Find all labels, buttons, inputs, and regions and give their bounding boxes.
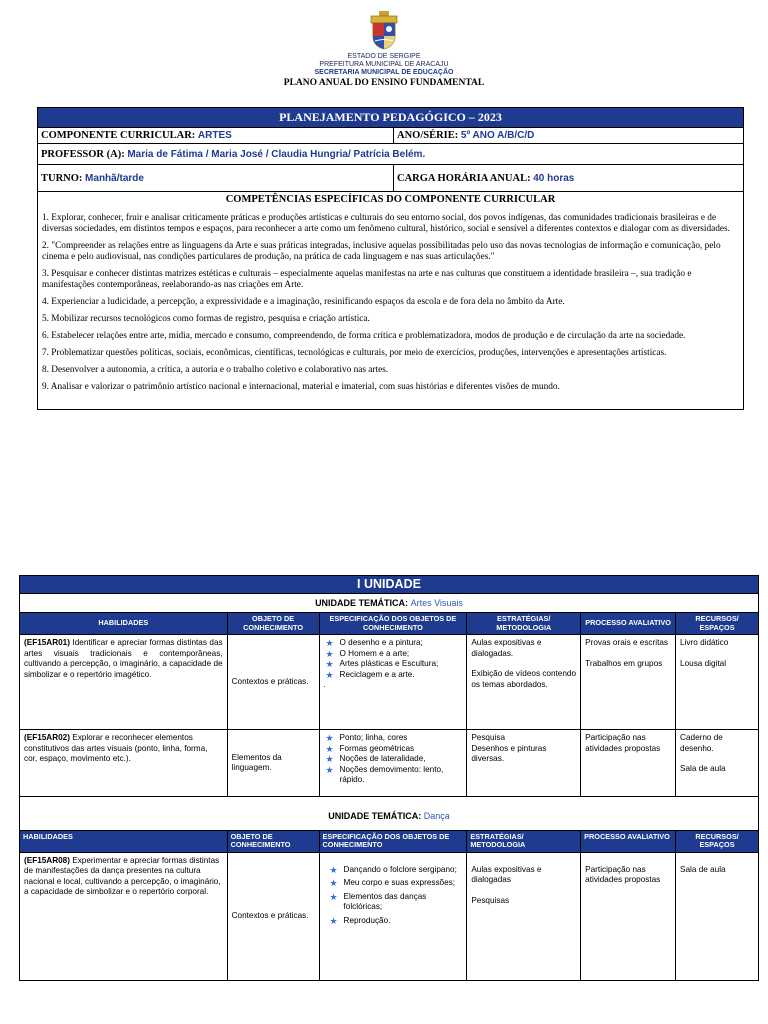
star-bullet-icon: ★: [325, 648, 334, 659]
teacher-label: PROFESSOR (A):: [41, 148, 125, 160]
star-bullet-icon: ★: [325, 733, 334, 743]
list-item: [324, 659, 463, 670]
col-resources: RECURSOS/ ESPAÇOS: [676, 830, 759, 852]
secretariat-name: SECRETARIA MUNICIPAL DE EDUCAÇÃO: [314, 69, 454, 76]
theme-name: Dança: [423, 811, 450, 821]
spec-cell: [319, 635, 467, 730]
table-row: [20, 635, 759, 730]
list-item: [324, 638, 463, 649]
spec-text: Ponto; linha, cores: [339, 733, 408, 742]
unit-table: [19, 575, 759, 981]
strategies-cell: [467, 730, 581, 797]
spec-text: Reprodução.: [343, 915, 391, 925]
list-item: [328, 878, 463, 889]
skill-cell: [20, 635, 228, 730]
list-item: [328, 916, 463, 927]
teacher-value: Maria de Fátima / Maria José / Claudia Hungria/ Patrícia Belém.: [127, 148, 426, 160]
list-item: [328, 892, 463, 913]
skill-text: Explorar e reconhecer elementos constitutivos das artes visuais (ponto, linha, forma, cor, espaço, movimento etc.).: [24, 733, 208, 763]
column-header-row: [20, 613, 759, 635]
star-bullet-icon: ★: [329, 878, 338, 888]
resource-text: Livro didático: [680, 638, 729, 647]
col-object: OBJETO DE CONHECIMENTO: [227, 830, 319, 852]
col-resources: RECURSOS/ ESPAÇOS: [676, 613, 759, 635]
col-object: OBJETO DE CONHECIMENTO: [227, 613, 319, 635]
list-item: [324, 765, 463, 786]
col-process: PROCESSO AVALIATIVO: [581, 613, 676, 635]
competency-item: 7. Problematizar questões políticas, sociais, econômicas, científicas, tecnológicas e culturais, por meio de exercícios, produções, intervenções e apresentações artísticas.: [42, 348, 667, 358]
resource-text: Caderno de desenho.: [680, 733, 723, 753]
resources-cell: [676, 730, 759, 797]
spec-text: Noções de lateralidade,: [339, 754, 426, 763]
spec-text: Meu corpo e suas expressões;: [343, 878, 456, 887]
skill-text: Identificar e apreciar formas distintas das artes visuais tradicionais e contemporâneas, cultivando a percepção, o imaginário, a capacidade de simbolizar e o repertório imagético.: [24, 638, 223, 679]
competency-item: 4. Experienciar a ludicidade, a percepção, a expressividade e a imaginação, resinificando espaços da escola e de fora dela no âmbito da Arte.: [42, 297, 565, 307]
list-item: [324, 649, 463, 660]
star-bullet-icon: ★: [329, 915, 338, 926]
spec-text: Noções demovimento: lento, rápido.: [339, 764, 444, 784]
competency-item: 8. Desenvolver a autonomia, a crítica, a autoria e o trabalho coletivo e colaborativo nas artes.: [42, 365, 389, 375]
list-item: [324, 670, 463, 681]
hours-cell: [394, 165, 744, 192]
spec-cell: [319, 730, 467, 797]
col-spec: ESPECIFICAÇÃO DOS OBJETOS DE CONHECIMENTO: [319, 613, 467, 635]
process-text: Participação nas atividades propostas: [585, 733, 661, 753]
competencies-list: [38, 207, 744, 410]
process-text: Provas orais e escritas: [585, 638, 668, 647]
hours-value: 40 horas: [533, 172, 575, 184]
skill-text: Experimentar e apreciar formas distintas de manifestações da dança presentes na cultura nacional e local, cultivando a percepção, o imaginário, a capacidade de simbolizar e o repertório corporal.: [24, 855, 221, 896]
list-item: [324, 733, 463, 744]
star-bullet-icon: ★: [325, 754, 334, 764]
column-header-row: [20, 830, 759, 852]
skill-code: (EF15AR02): [24, 733, 70, 742]
process-cell: [581, 852, 676, 980]
theme-label: UNIDADE TEMÁTICA:: [315, 597, 409, 608]
shift-cell: [38, 165, 394, 192]
col-process: PROCESSO AVALIATIVO: [581, 830, 676, 852]
object-cell: Elementos da linguagem.: [227, 730, 319, 797]
skill-code: (EF15AR08): [24, 855, 70, 865]
planning-title: PLANEJAMENTO PEDAGÓGICO – 2023: [38, 108, 744, 128]
grade-cell: [394, 128, 744, 144]
resources-cell: [676, 852, 759, 980]
plan-title: PLANO ANUAL DO ENSINO FUNDAMENTAL: [283, 78, 485, 88]
star-bullet-icon: ★: [325, 659, 334, 669]
shift-label: TURNO:: [41, 172, 83, 184]
theme-heading-dance: [20, 797, 759, 831]
strategy-text: Aulas expositivas e dialogadas: [471, 864, 542, 884]
col-strategies: ESTRATÉGIAS/ METODOLOGIA: [467, 830, 581, 852]
planning-table: [37, 107, 744, 410]
col-strategies: ESTRATÉGIAS/ METODOLOGIA: [467, 613, 581, 635]
spec-text: Formas geométricas: [339, 743, 415, 753]
strategy-text: Desenhos e pinturas diversas.: [471, 743, 547, 763]
list-item: [324, 754, 463, 765]
strategy-text: Aulas expositivas e dialogadas.: [471, 638, 542, 658]
process-text: Participação nas atividades propostas: [585, 864, 661, 884]
resource-text: Sala de aula: [680, 764, 726, 773]
theme-heading-visual-arts: [20, 593, 759, 613]
object-cell: Contextos e práticas.: [227, 635, 319, 730]
competency-item: 1. Explorar, conhecer, fruir e analisar criticamente práticas e produções artísticas e culturais do seu entorno social, dos povos indígenas, das comunidades tradicionais brasileiras e de diversas sociedades, em distintos tempos e espaços, para reconhecer a arte como um fenômeno cultural, histórico, social e sensível a diferentes contextos e dialogar com as diversidades.: [42, 213, 730, 234]
process-text: Trabalhos em grupos: [585, 658, 663, 668]
strategy-text: Exibição de vídeos contendo os temas abordados.: [471, 669, 577, 689]
competency-item: 3. Pesquisar e conhecer distintas matrizes estéticas e culturais – especialmente aquelas manifestas na arte e nas culturas que constituem a identidade brasileira –, sua tradição e manifestações contemporâneas, reelaborando-as nas criações em Arte.: [42, 269, 692, 290]
grade-label: ANO/SÉRIE:: [397, 130, 459, 141]
spec-text: Reciclagem e a arte.: [339, 669, 415, 679]
col-skills: HABILIDADES: [20, 613, 228, 635]
competency-item: 6. Estabelecer relações entre arte, mídia, mercado e consumo, compreendendo, de forma crítica e problematizadora, modos de produção e de circulação da arte na sociedade.: [42, 331, 686, 341]
state-name: ESTADO DE SERGIPE: [347, 53, 421, 60]
grade-value: 5º ANO A/B/C/D: [460, 130, 535, 141]
spec-text: Dançando o folclore sergipano;: [343, 864, 457, 874]
component-cell: [38, 128, 394, 144]
competency-item: 5. Mobilizar recursos tecnológicos como formas de registro, pesquisa e criação artística.: [42, 314, 370, 324]
competency-item: 2. "Compreender as relações entre as linguagens da Arte e suas práticas integradas, inclusive aquelas possibilitadas pelo uso das novas tecnologias de informação e comunicação, pelo cinema e pelo audiovisual, nas condições particulares de produção, na prática de cada linguagem e nas suas articulações.": [42, 241, 721, 262]
col-spec: ESPECIFICAÇÃO DOS OBJETOS DE CONHECIMENTO: [319, 830, 467, 852]
unit-title: I UNIDADE: [20, 576, 759, 594]
resources-cell: [676, 635, 759, 730]
theme-label: UNIDADE TEMÁTICA:: [328, 811, 422, 821]
spec-trailing: .: [323, 680, 326, 689]
spec-cell: [319, 852, 467, 980]
object-cell: Contextos e práticas.: [227, 852, 319, 980]
resource-text: Lousa digital: [680, 658, 727, 668]
prefecture-name: PREFEITURA MUNICIPAL DE ARACAJU: [319, 61, 449, 68]
shift-value: Manhã/tarde: [85, 172, 144, 184]
star-bullet-icon: ★: [325, 669, 334, 680]
skill-cell: [20, 730, 228, 797]
strategy-text: Pesquisa: [471, 733, 506, 742]
spec-text: O Homem e a arte;: [339, 648, 410, 658]
star-bullet-icon: ★: [329, 864, 338, 875]
strategies-cell: [467, 852, 581, 980]
competencies-title: COMPETÊNCIAS ESPECÍFICAS DO COMPONENTE CURRICULAR: [38, 192, 744, 208]
resource-text: Sala de aula: [680, 864, 726, 874]
process-cell: [581, 635, 676, 730]
spec-text: Elementos das danças folclóricas;: [343, 891, 427, 911]
component-label: COMPONENTE CURRICULAR:: [41, 130, 196, 141]
spec-text: O desenho e a pintura;: [339, 638, 423, 647]
strategies-cell: [467, 635, 581, 730]
document-header: [0, 10, 768, 89]
coat-of-arms-icon: [368, 10, 400, 50]
star-bullet-icon: ★: [329, 891, 338, 902]
list-item: [324, 744, 463, 755]
component-value: ARTES: [197, 130, 232, 141]
competency-item: 9. Analisar e valorizar o patrimônio artístico nacional e internacional, material e imaterial, com suas histórias e diferentes visões de mundo.: [42, 382, 560, 392]
skill-cell: [20, 852, 228, 980]
star-bullet-icon: ★: [325, 743, 334, 754]
star-bullet-icon: ★: [325, 638, 334, 648]
table-row: [20, 852, 759, 980]
spec-text: Artes plásticas e Escultura;: [339, 659, 439, 668]
hours-label: CARGA HORÁRIA ANUAL:: [397, 172, 531, 184]
teacher-cell: [38, 144, 744, 165]
skill-code: (EF15AR01): [24, 638, 70, 647]
table-row: [20, 730, 759, 797]
list-item: [328, 865, 463, 876]
star-bullet-icon: ★: [325, 764, 334, 775]
theme-name: Artes Visuais: [410, 597, 463, 608]
strategy-text: Pesquisas: [471, 895, 510, 905]
process-cell: [581, 730, 676, 797]
col-skills: HABILIDADES: [20, 830, 228, 852]
